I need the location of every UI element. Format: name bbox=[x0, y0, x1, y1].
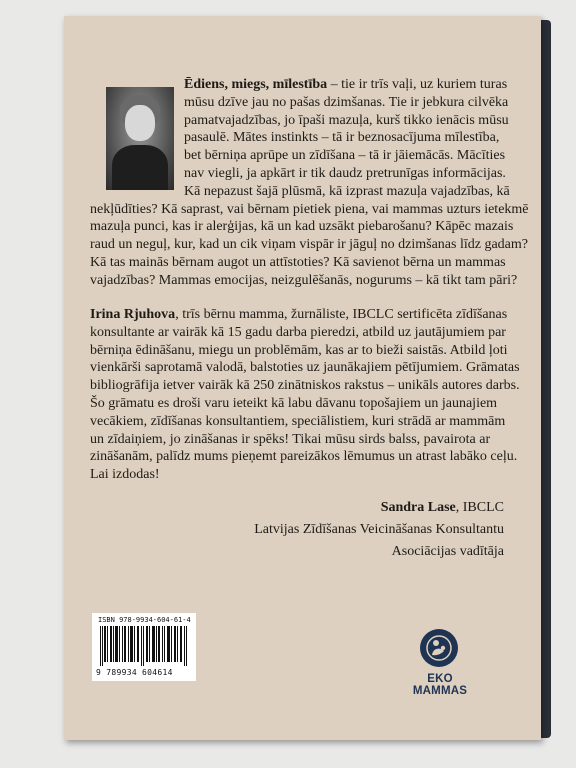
book-back-cover bbox=[64, 16, 541, 740]
barcode-number: 9 789934 604614 bbox=[96, 668, 173, 677]
intro-line: pamatvajadzības, jo īpaši mazuļa, kurš tikko ienācis mūsu bbox=[184, 112, 509, 128]
intro-line: bet bērniņa aprūpe un zīdīšana – tā ir jāiemācās. Mācīties bbox=[184, 148, 506, 164]
signature-title: , IBCLC bbox=[455, 500, 504, 515]
author-line: vecākiem, zīdīšanas konsultantiem, speciālistiem, kuri strādā ar mammām bbox=[90, 413, 506, 429]
signature-name: Sandra Lase bbox=[380, 500, 456, 515]
intro-line: pasaulē. Mātes instinkts – tā ir beznosacījuma mīlestība, bbox=[184, 130, 500, 146]
intro-line: raud un neguļ, kur, kad un cik viņam vispār ir jāguļ no dzimšanas līdz gadam? bbox=[90, 237, 528, 253]
publisher-name: EKO MAMMAS bbox=[412, 673, 468, 697]
mother-child-icon bbox=[420, 629, 458, 667]
isbn-barcode bbox=[92, 613, 196, 681]
intro-paragraph bbox=[90, 76, 529, 290]
signature-role-line: Asociācijas vadītāja bbox=[391, 544, 504, 559]
author-line: bērniņa ēdināšanu, miegu un problēmām, kas ar to bieži saistās. Atbild ļoti bbox=[90, 342, 508, 358]
author-line-0: Irina Rjuhova, trīs bērnu mamma, žurnāliste, IBCLC sertificēta zīdīšanas bbox=[90, 307, 508, 322]
isbn-label: ISBN 978-9934-604-61-4 bbox=[98, 616, 191, 624]
intro-line-0: Ēdiens, miegs, mīlestība – tie ir trīs vaļi, uz kuriem turas bbox=[184, 77, 508, 92]
signature-block bbox=[244, 497, 504, 563]
intro-line: Kā nepazust šajā plūsmā, kā izprast mazuļa vajadzības, kā bbox=[184, 183, 510, 199]
eko-mammas-logo-icon bbox=[420, 629, 458, 667]
author-line: zināšanām, palīdz mums pieņemt pareizākos lēmumus un atrast labāko ceļu. bbox=[90, 449, 518, 465]
intro-line: vajadzības? Mammas emocijas, neizgulēšanās, nogurums – kā tikt tam pāri? bbox=[90, 272, 518, 288]
intro-line: nav viegli, ja apkārt ir tik daudz pretrunīgas informācijas. bbox=[184, 165, 506, 181]
author-line: vienkārši saprotamā valodā, balstoties uz jaunākajiem pētījumiem. Grāmatas bbox=[90, 360, 520, 376]
signature-org-line: Latvijas Zīdīšanas Veicināšanas Konsultantu bbox=[254, 522, 504, 537]
author-name: Irina Rjuhova bbox=[90, 307, 176, 322]
intro-line: mūsu dzīve jau no pašas dzimšanas. Tie ir jebkura cilvēka bbox=[184, 94, 509, 110]
author-line: Šo grāmatu es droši varu ieteikt kā labu dāvanu topošajiem un jaunajiem bbox=[90, 395, 498, 411]
intro-line: mazuļa punci, kas ir alerģijas, kā un kad uzsākt piebarošanu? Kāpēc mazais bbox=[90, 219, 514, 235]
intro-line: Kā tas mainās bērnam augot un attīstoties? Kā savienot bērna un mammas bbox=[90, 254, 506, 270]
author-line: un zīdaiņiem, jo zināšanas ir spēks! Tikai mūsu sirds balss, pavairota ar bbox=[90, 431, 491, 447]
author-line: bibliogrāfija ietver vairāk kā 250 zinātniskos rakstus – unikāls autores darbs. bbox=[90, 378, 520, 394]
intro-bold-lead: Ēdiens, miegs, mīlestība bbox=[184, 77, 328, 92]
intro-line: nekļūdīties? Kā saprast, vai bērnam pietiek piena, vai mammas uzturs ietekmē bbox=[90, 201, 529, 217]
author-line: konsultante ar vairāk kā 15 gadu darba pieredzi, atbild uz jautājumiem par bbox=[90, 324, 506, 340]
barcode-bars bbox=[100, 626, 188, 666]
author-line: Lai izdodas! bbox=[90, 467, 160, 483]
author-paragraph bbox=[90, 306, 520, 484]
signature-name-line bbox=[244, 497, 504, 519]
